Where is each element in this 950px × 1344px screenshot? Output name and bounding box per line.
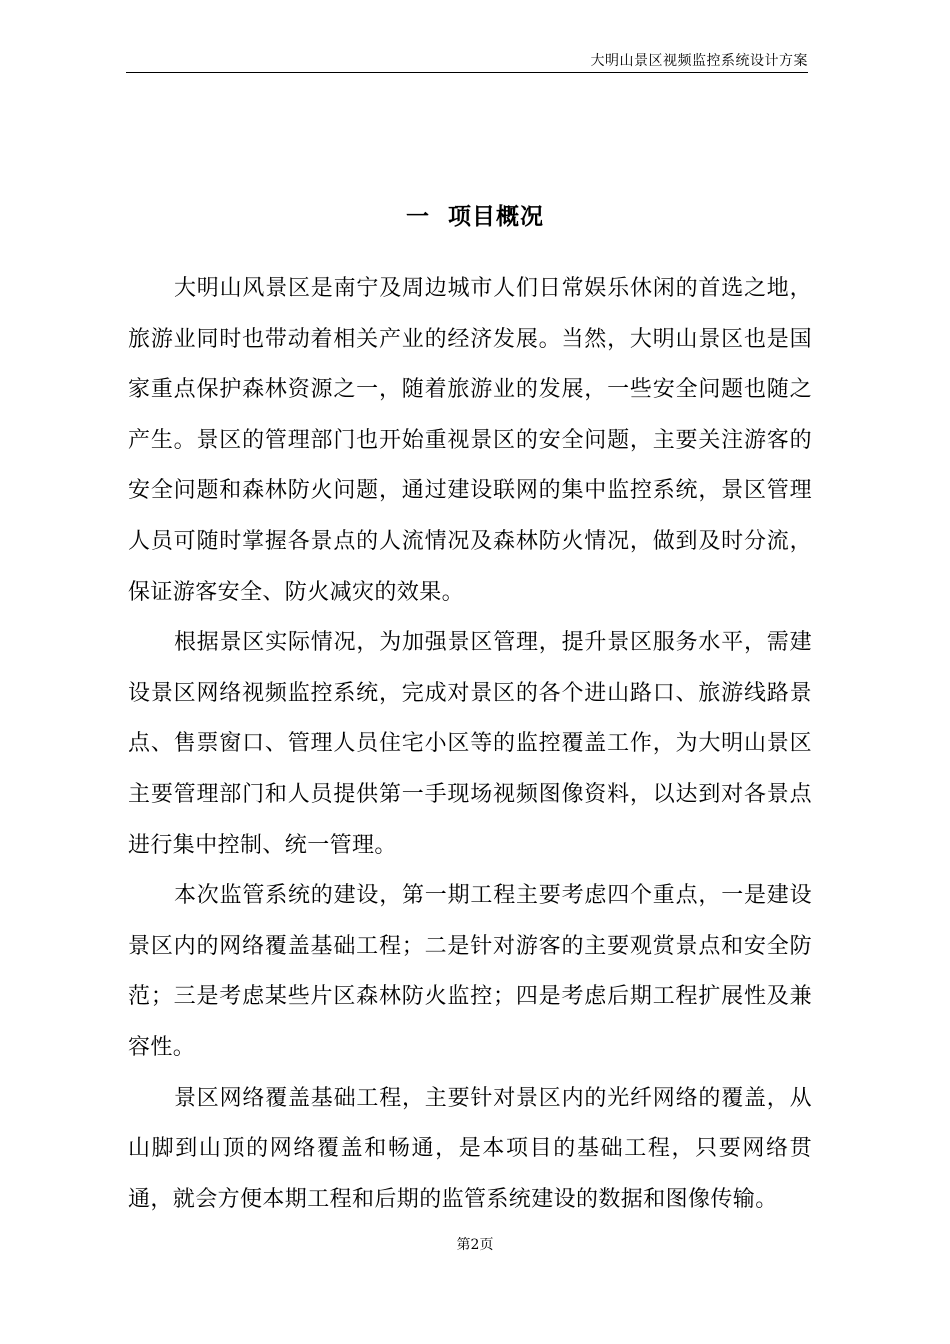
paragraph-1: 大明山风景区是南宁及周边城市人们日常娱乐休闲的首选之地，旅游业同时也带动着相关产业的经济发展。当然，大明山景区也是国家重点保护森林资源之一，随着旅游业的发展，一些安全问题也随之产生。景区的管理部门也开始重视景区的安全问题，主要关注游客的安全问题和森林防火问题，通过建设联网的集中监控系统，景区管理人员可随时掌握各景点的人流情况及森林防火情况，做到及时分流，保证游客安全、防火减灾的效果。 bbox=[128, 276, 812, 605]
section-title: 一 项目概况 bbox=[405, 204, 544, 231]
running-header: 大明山景区视频监控系统设计方案 bbox=[590, 53, 808, 69]
page-number: 第2页 bbox=[456, 1237, 494, 1253]
paragraph-4: 景区网络覆盖基础工程，主要针对景区内的光纤网络的覆盖，从山脚到山顶的网络覆盖和畅通，是本项目的基础工程，只要网络贯通，就会方便本期工程和后期的监管系统建设的数据和图像传输。 bbox=[128, 1085, 812, 1212]
paragraph-3: 本次监管系统的建设，第一期工程主要考虑四个重点，一是建设景区内的网络覆盖基础工程；二是针对游客的主要观赏景点和安全防范；三是考虑某些片区森林防火监控；四是考虑后期工程扩展性及兼容性。 bbox=[128, 883, 812, 1060]
body-text bbox=[128, 264, 812, 1225]
paragraph-2: 根据景区实际情况，为加强景区管理，提升景区服务水平，需建设景区网络视频监控系统，完成对景区的各个进山路口、旅游线路景点、售票窗口、管理人员住宅小区等的监控覆盖工作，为大明山景区主要管理部门和人员提供第一手现场视频图像资料，以达到对各景点进行集中控制、统一管理。 bbox=[128, 630, 812, 858]
header-rule bbox=[126, 72, 808, 73]
